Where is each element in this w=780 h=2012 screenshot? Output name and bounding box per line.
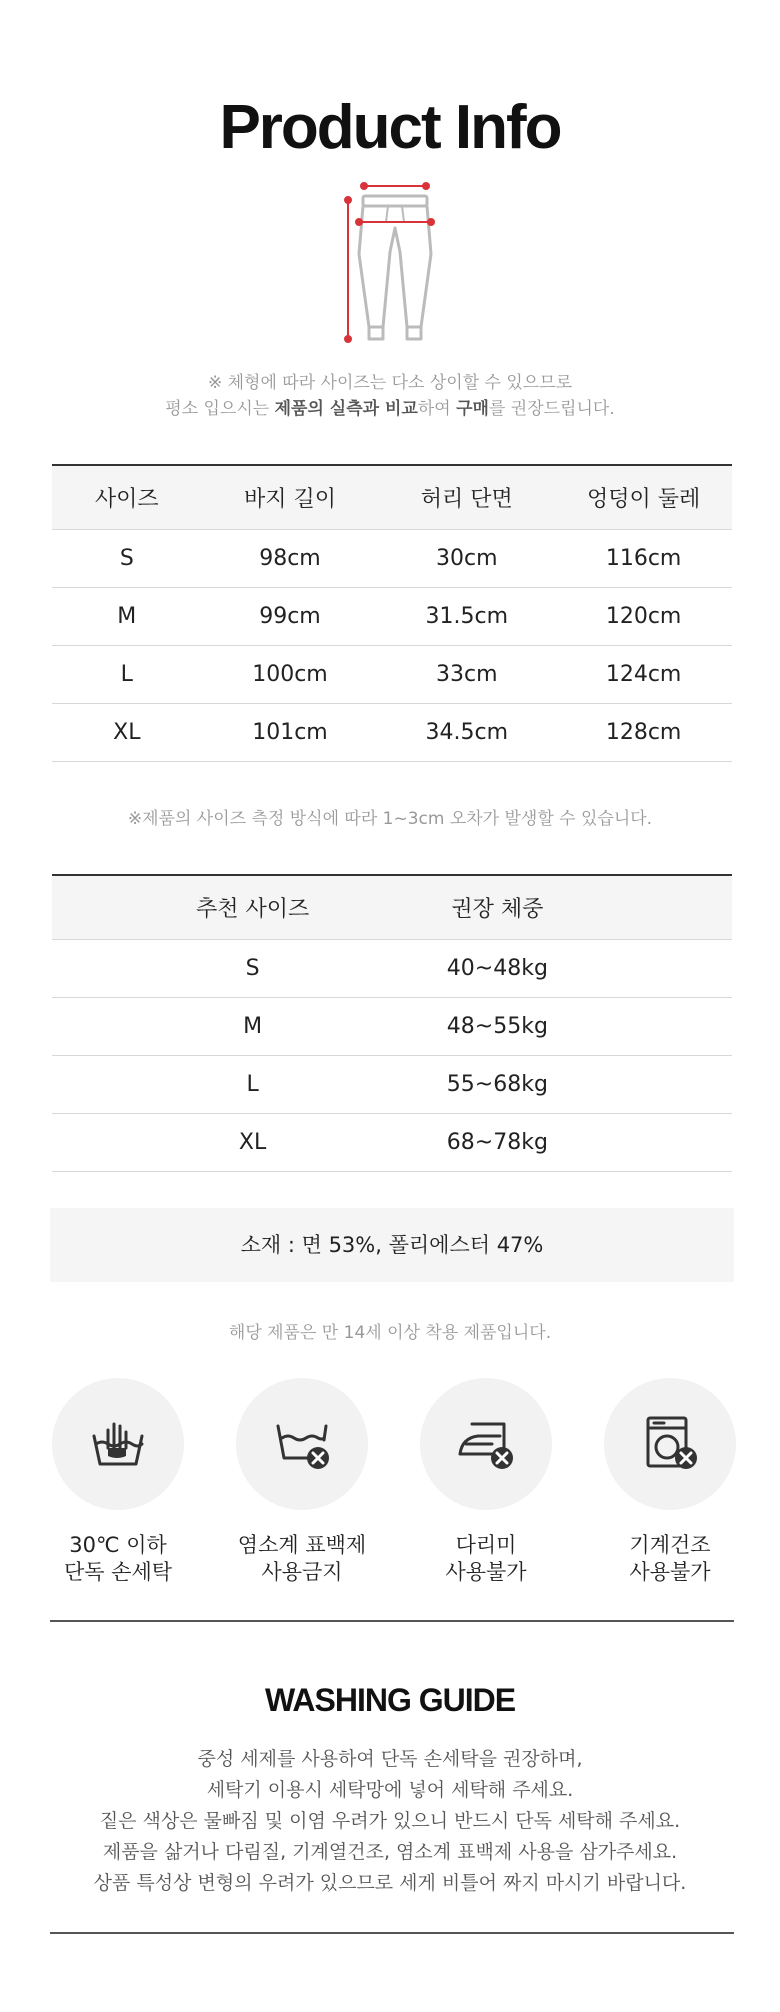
washing-guide-line: 제품을 삶거나 다림질, 기계열건조, 염소계 표백제 사용을 삼가주세요. bbox=[102, 1841, 678, 1863]
size-note-line1: ※ 체형에 따라 사이즈는 다소 상이할 수 있으므로 bbox=[207, 373, 573, 393]
care-item-no-iron bbox=[420, 1378, 552, 1586]
no-bleach-icon bbox=[272, 1414, 332, 1474]
cell-waist: 30cm bbox=[378, 529, 555, 587]
age-note: 해당 제품은 만 14세 이상 착용 제품입니다. bbox=[228, 1323, 552, 1343]
cell-weight: 40~48kg bbox=[419, 939, 575, 997]
cell-size: XL bbox=[52, 703, 202, 761]
cell-length: 101cm bbox=[202, 703, 379, 761]
size-table bbox=[52, 464, 732, 762]
washing-guide-line: 짙은 색상은 물빠짐 및 이염 우려가 있으니 반드시 단독 세탁해 주세요. bbox=[99, 1810, 681, 1832]
measure-note: ※제품의 사이즈 측정 방식에 따라 1~3cm 오차가 발생할 수 있습니다. bbox=[127, 809, 653, 829]
care-label-line2: 사용불가 bbox=[445, 1560, 527, 1584]
divider bbox=[50, 1932, 734, 1934]
cell-size: M bbox=[52, 587, 202, 645]
cell-size: L bbox=[52, 645, 202, 703]
page-title: Product Info bbox=[219, 93, 561, 162]
cell-weight: 55~68kg bbox=[419, 1055, 575, 1113]
cell-waist: 31.5cm bbox=[378, 587, 555, 645]
cell-hip: 120cm bbox=[555, 587, 732, 645]
washing-guide-text bbox=[0, 1744, 780, 1899]
care-item-no-machine-dry bbox=[604, 1378, 736, 1586]
no-iron-icon bbox=[456, 1414, 516, 1474]
cell-recommend-size: M bbox=[174, 997, 330, 1055]
table-row bbox=[52, 1113, 732, 1171]
header-recommend-size: 추천 사이즈 bbox=[174, 875, 330, 939]
material-info: 소재 : 면 53%, 폴리에스터 47% bbox=[50, 1208, 734, 1282]
header-weight: 권장 체중 bbox=[419, 875, 575, 939]
size-note-line2: 평소 입으시는 제품의 실측과 비교하여 구매를 권장드립니다. bbox=[165, 399, 615, 419]
cell-length: 99cm bbox=[202, 587, 379, 645]
table-row bbox=[52, 529, 732, 587]
table-row bbox=[52, 939, 732, 997]
cell-hip: 124cm bbox=[555, 645, 732, 703]
cell-size: S bbox=[52, 529, 202, 587]
recommend-table bbox=[52, 874, 732, 1172]
hand-wash-icon bbox=[88, 1414, 148, 1474]
care-label-line1: 다리미 bbox=[455, 1533, 517, 1557]
cell-recommend-size: XL bbox=[174, 1113, 330, 1171]
table-row bbox=[52, 645, 732, 703]
care-label-line2: 사용불가 bbox=[629, 1560, 711, 1584]
cell-hip: 116cm bbox=[555, 529, 732, 587]
header-hip: 엉덩이 둘레 bbox=[555, 465, 732, 529]
header-size: 사이즈 bbox=[52, 465, 202, 529]
care-label-line2: 사용금지 bbox=[261, 1560, 343, 1584]
care-item-hand-wash bbox=[52, 1378, 184, 1586]
cell-weight: 48~55kg bbox=[419, 997, 575, 1055]
cell-recommend-size: L bbox=[174, 1055, 330, 1113]
size-table-header bbox=[52, 465, 732, 529]
pants-size-diagram-icon bbox=[330, 182, 460, 352]
washing-guide-line: 세탁기 이용시 세탁망에 넣어 세탁해 주세요. bbox=[206, 1779, 574, 1801]
divider bbox=[50, 1620, 734, 1622]
table-row bbox=[52, 703, 732, 761]
washing-guide-line: 상품 특성상 변형의 우려가 있으므로 세게 비틀어 짜지 마시기 바랍니다. bbox=[93, 1872, 687, 1894]
no-machine-dry-icon bbox=[640, 1414, 700, 1474]
cell-recommend-size: S bbox=[174, 939, 330, 997]
care-label-line1: 30℃ 이하 bbox=[69, 1533, 167, 1557]
cell-waist: 33cm bbox=[378, 645, 555, 703]
care-item-no-bleach bbox=[236, 1378, 368, 1586]
size-note bbox=[0, 370, 780, 422]
washing-guide-title: WASHING GUIDE bbox=[264, 1682, 516, 1718]
header-length: 바지 길이 bbox=[202, 465, 379, 529]
table-row bbox=[52, 587, 732, 645]
cell-weight: 68~78kg bbox=[419, 1113, 575, 1171]
cell-length: 98cm bbox=[202, 529, 379, 587]
cell-hip: 128cm bbox=[555, 703, 732, 761]
care-label-line1: 기계건조 bbox=[629, 1533, 711, 1557]
table-row bbox=[52, 997, 732, 1055]
recommend-table-header bbox=[52, 875, 732, 939]
care-label-line2: 단독 손세탁 bbox=[63, 1560, 173, 1584]
care-label-line1: 염소계 표백제 bbox=[237, 1533, 367, 1557]
table-row bbox=[52, 1055, 732, 1113]
cell-length: 100cm bbox=[202, 645, 379, 703]
header-waist: 허리 단면 bbox=[378, 465, 555, 529]
cell-waist: 34.5cm bbox=[378, 703, 555, 761]
washing-guide-line: 중성 세제를 사용하여 단독 손세탁을 권장하며, bbox=[197, 1748, 583, 1770]
